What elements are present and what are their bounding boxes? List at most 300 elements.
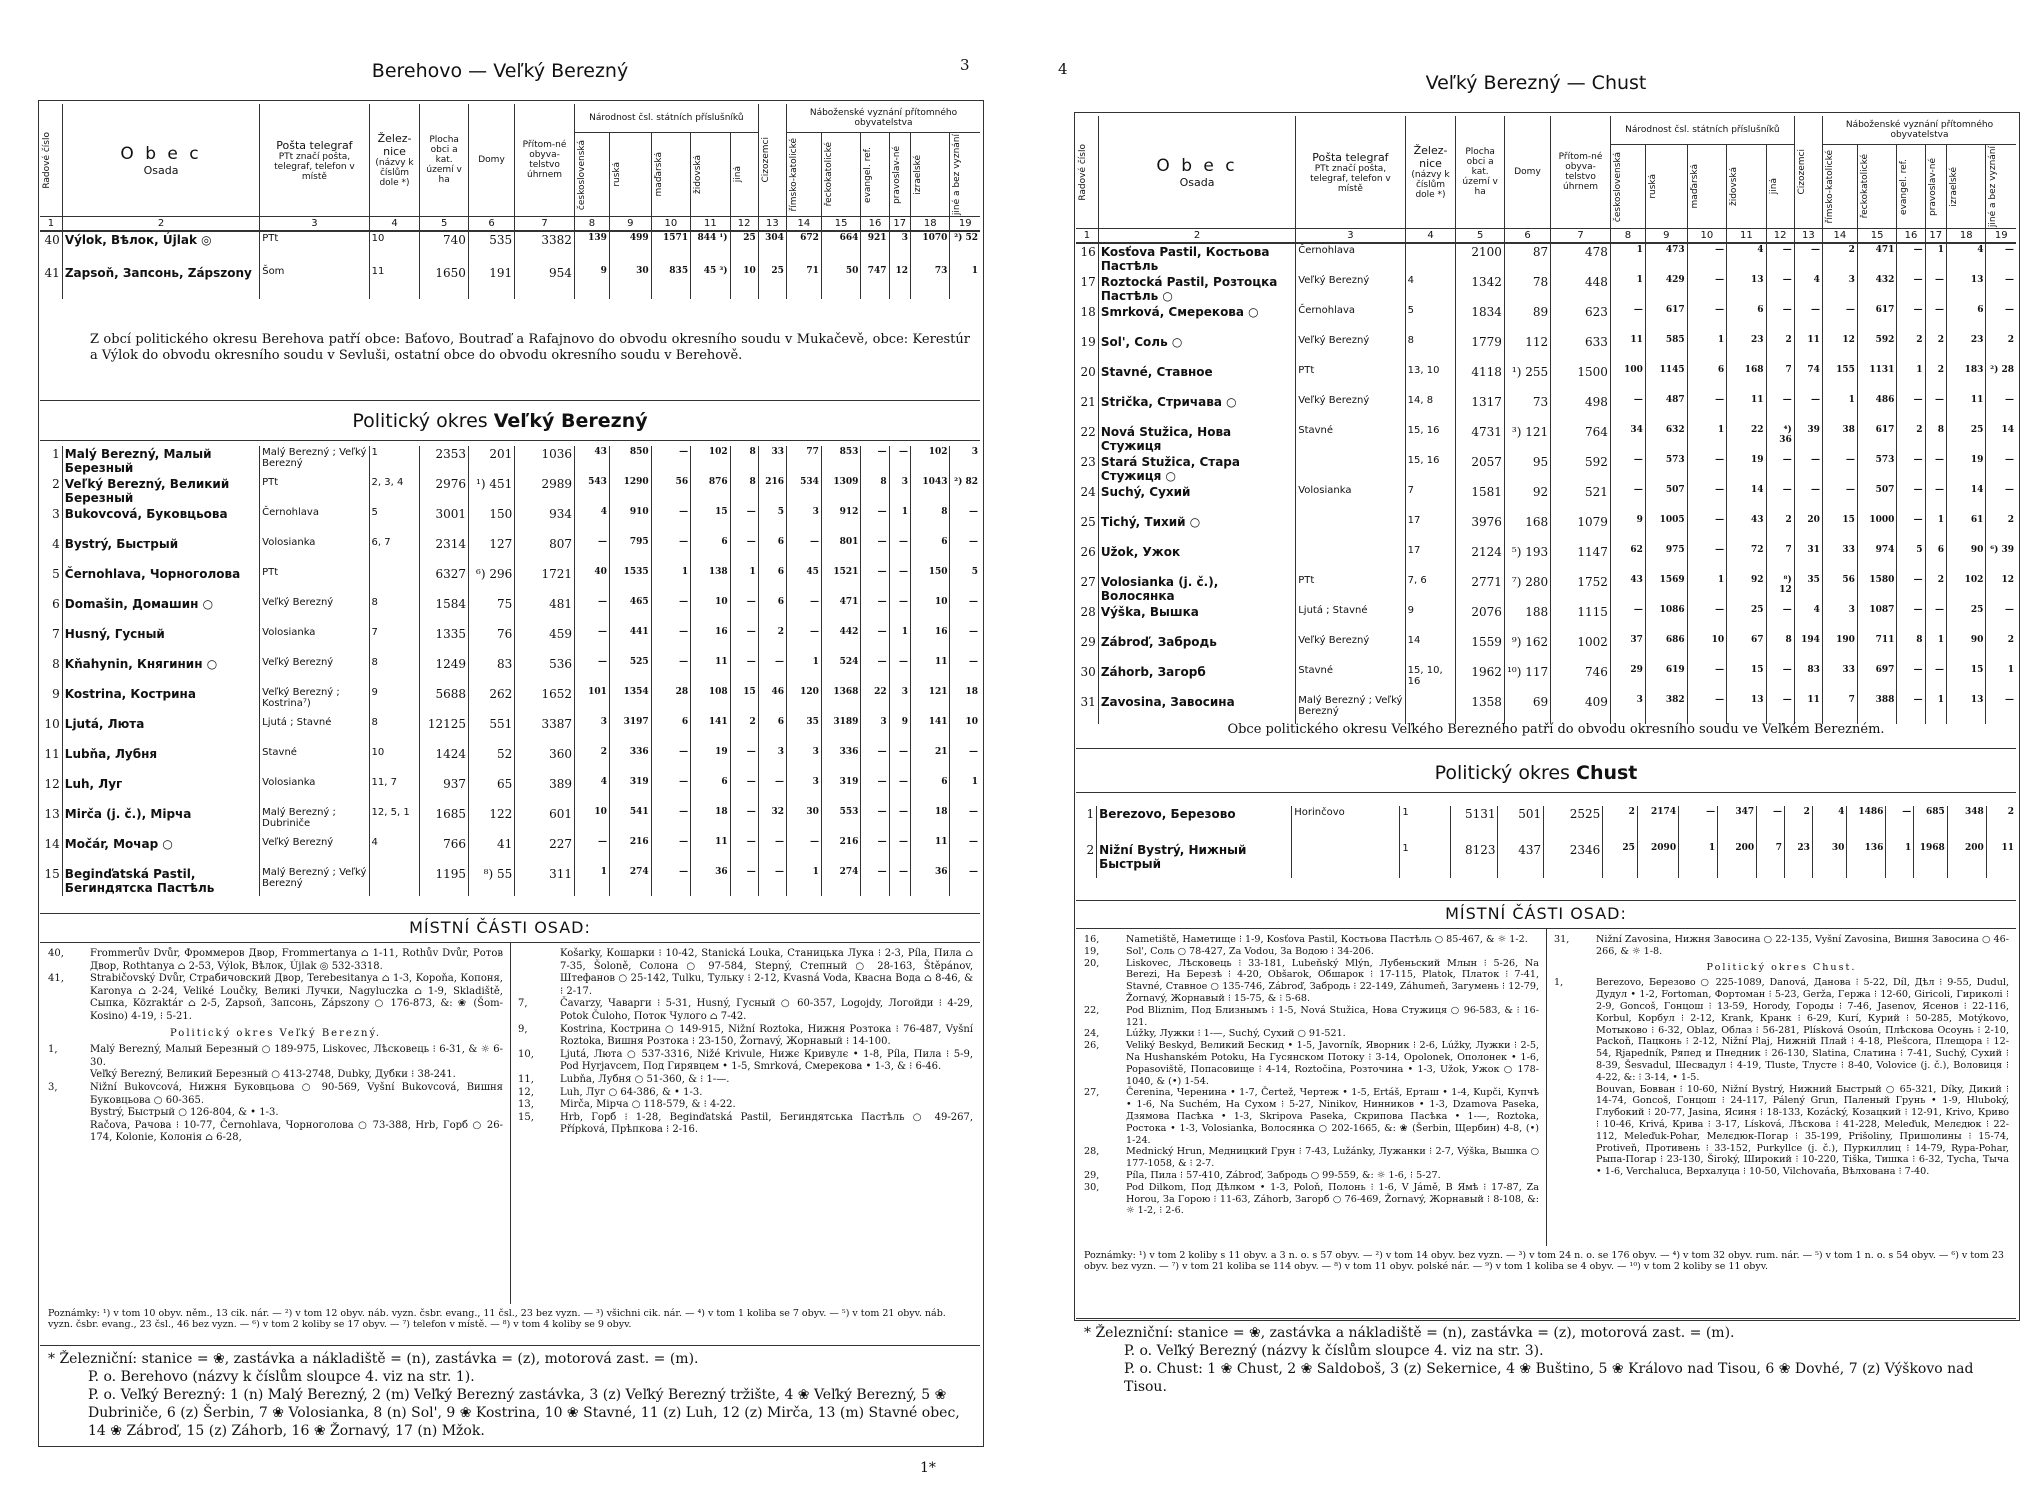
entry-number: 1, [48, 1044, 58, 1056]
stat-cell: — [730, 836, 758, 866]
stat-cell: 101 [575, 686, 610, 716]
stat-cell: 14 [1727, 484, 1766, 514]
stat-cell: — [1610, 394, 1645, 424]
houses: ⁶) 296 [469, 566, 515, 596]
stat-cell: 72 [1727, 544, 1766, 574]
stat-cell: 2 [1603, 806, 1638, 842]
stat-cell: 6 [691, 776, 730, 806]
population-total: 633 [1551, 334, 1611, 364]
row-number: 31 [1080, 695, 1096, 710]
railway-legend [48, 1350, 973, 1440]
stat-cell: 1 [1687, 334, 1726, 364]
row-number: 1 [52, 447, 60, 461]
stat-cell: 685 [1914, 806, 1948, 842]
stat-cell: — [1925, 604, 1946, 634]
stat-cell: — [1794, 304, 1822, 334]
stat-cell: 6 [1727, 304, 1766, 334]
railway-ref [1405, 694, 1456, 724]
entry-text: Kostrina, Кострина ○ 149-915, Nižní Roztoka, Нижня Розтока ⁝ 76-487, Vyšní Roztoka, Вишня Розтока ⁝ 23-150, Žornavý, Жорнавый ⁝ 14-100. [560, 1023, 973, 1048]
stat-cell: — [1897, 304, 1925, 334]
stat-cell: 139 [574, 231, 609, 265]
houses: ¹⁰) 117 [1504, 664, 1550, 694]
stat-cell: — [730, 656, 758, 686]
stat-cell: 74 [1794, 364, 1822, 394]
stat-cell: 12 [1986, 574, 2016, 604]
population-total: 389 [515, 776, 575, 806]
stat-cell: — [889, 866, 910, 896]
stat-cell: 121 [911, 686, 950, 716]
stat-cell: 43 [1727, 514, 1766, 544]
entry-text: Račova, Рачова ⁝ 10-77, Černohlava, Чорноголова ○ 73-388, Hrb, Горб ○ 26-174, Kolonie, Колонія ⌂ 6-28, [90, 1119, 503, 1144]
stat-cell: — [1687, 694, 1726, 724]
stat-cell: 1 [1925, 243, 1946, 274]
houses: ⁸) 55 [469, 866, 515, 896]
stat-cell: 6 [691, 536, 730, 566]
entry-text: Malý Berezný, Малый Березный ○ 189-975, Liskovec, Лѣсковець ⁝ 6-31, & ☼ 6-30. [90, 1044, 503, 1068]
list-item [1084, 1182, 1539, 1217]
district-court-note: Z obcí politického okresu Berehova patří obce: Baťovo, Boutraď a Rafajnovo do obvodu okresního soudu v Mukačevě, obce: Kerestúr a Výlok do obvodu okresního soudu v Sevluši, ostatní obce do obvodu okresního soudu v Berehově. [90, 332, 970, 363]
page-number: 4 [1058, 60, 1068, 78]
row-number: 5 [52, 567, 60, 581]
table-row [1076, 274, 2016, 304]
stat-cell: 2 [1784, 806, 1812, 842]
post-office: Malý Berezný ; Veľký Berezný [260, 866, 369, 896]
stat-cell: 2 [1986, 634, 2016, 664]
stat-cell: 7 [1766, 364, 1794, 394]
stat-cell: 3 [889, 686, 910, 716]
district-subheading: Politický okres Veľký Berezný. [169, 1027, 381, 1039]
district-table [40, 446, 980, 896]
stat-cell: 200 [1947, 842, 1986, 878]
post-office: Stavné [1296, 424, 1405, 454]
houses: 501 [1498, 806, 1544, 842]
table-row [1076, 364, 2016, 394]
stat-cell: 1 [1925, 634, 1946, 664]
houses: 65 [469, 776, 515, 806]
area-ha: 2124 [1456, 544, 1505, 574]
post-office: Volosianka [1296, 484, 1405, 514]
houses: 69 [1504, 694, 1550, 724]
stat-cell: — [861, 446, 889, 476]
signature-mark: 1* [920, 1460, 936, 1476]
railway-ref: 4 [1405, 274, 1456, 304]
stat-cell: 876 [691, 476, 730, 506]
entry-number: 7, [518, 998, 528, 1010]
entry-text: Bystrý, Быстрый ○ 126-804, & • 1-3. [90, 1107, 279, 1119]
stat-cell: 1521 [821, 566, 860, 596]
stat-cell: ²) 82 [950, 476, 980, 506]
post-office: Veľký Berezný [260, 596, 369, 626]
stat-cell: — [1897, 243, 1925, 274]
stat-cell: 11 [911, 836, 950, 866]
railway-legend [1084, 1324, 2009, 1396]
column-number: 6 [468, 217, 514, 232]
stat-cell: 1005 [1645, 514, 1687, 544]
stat-cell: 617 [1857, 304, 1896, 334]
area-ha: 1195 [420, 866, 469, 896]
stat-cell: — [1897, 604, 1925, 634]
stat-cell: 2 [730, 716, 758, 746]
table-row [40, 686, 980, 716]
post-office: Veľký Berezný [1296, 274, 1405, 304]
local-parts-title: MÍSTNÍ ČÁSTI OSAD: [1445, 904, 1627, 923]
column-number: 11 [1727, 229, 1766, 244]
stat-cell: 19 [1727, 454, 1766, 484]
stat-cell: 486 [1857, 394, 1896, 424]
row-number: 9 [52, 687, 60, 701]
column-number: 14 [786, 217, 821, 232]
stat-cell: 382 [1645, 694, 1687, 724]
divider [1076, 748, 2016, 749]
area-ha: 1650 [420, 265, 469, 299]
population-total: 448 [1551, 274, 1611, 304]
stat-cell: — [1925, 664, 1946, 694]
stat-cell: 23 [1727, 334, 1766, 364]
stat-cell: 1 [1687, 574, 1726, 604]
stat-cell: 3 [889, 476, 910, 506]
stat-cell: — [651, 446, 690, 476]
column-number: 4 [369, 217, 420, 232]
population-total: 1652 [515, 686, 575, 716]
stat-cell: — [1794, 454, 1822, 484]
entry-text: Liskovec, Лѣсковець ⁝ 33-181, Lubeňský Mlýn, Лубеньский Млын ⁝ 5-26, Na Berezi, На Березѣ ⁝ 4-20, Obšarok, Обшарок ⁝ 17-115, Platok, Платок ⁝ 7-41, Stavné, Ставное ○ 135-746, Zábroď, Забродь ⁝ 22-149, Záhumeň, Загумень ⁝ 12-79, Žornavý, Жорнавый ⁝ 15-75, & ⁝ 5-68. [1126, 957, 1539, 1004]
population-total: 954 [515, 265, 575, 299]
stat-cell: 471 [821, 596, 860, 626]
post-office: Šom [260, 265, 369, 299]
area-ha: 12125 [420, 716, 469, 746]
stat-cell: 7 [1822, 694, 1857, 724]
column-number: 12 [1766, 229, 1794, 244]
list-item [48, 1120, 503, 1145]
municipality-name: Kňahynin, Княгинин ○ [62, 656, 259, 686]
stat-cell: 4 [575, 776, 610, 806]
stat-cell: 1580 [1857, 574, 1896, 604]
population-total: 459 [515, 626, 575, 656]
row-number: 19 [1080, 335, 1096, 350]
population-total: 1115 [1551, 604, 1611, 634]
post-office: Černohlava [1296, 243, 1405, 274]
stat-cell: 13 [1727, 274, 1766, 304]
stat-cell: 1354 [609, 686, 651, 716]
houses: 262 [469, 686, 515, 716]
houses: 201 [469, 446, 515, 476]
stat-cell: 274 [609, 866, 651, 896]
stat-cell: — [1897, 694, 1925, 724]
table-row [1076, 842, 2016, 878]
stat-cell: 1 [1986, 664, 2016, 694]
railway-ref: 8 [369, 656, 420, 686]
post-office: Veľký Berezný [1296, 394, 1405, 424]
entry-text: Berezovo, Березово ○ 225-1089, Danová, Данова ⁝ 5-22, Díl, Дѣл ⁝ 9-55, Dudul, Дудул • 1-2, Fortoman, Фортоман ⁝ 5-23, Gerža, Гержа ⁝ 12-60, Giricoli, Гириколі ⁝ 2-9, Goncoš, Гонцош ⁝ 13-59, Horody, Городы ⁝ 7-46, Jasenov, Ясенов ⁝ 22-116, Korbul, Корбул ⁝ 2-12, Krank, Кранк ⁝ 6-29, Kurí, Курий ⁝ 50-285, Motýkovo, Мотыково ⁝ 6-32, Oblaz, Облаз ⁝ 56-281, Plísková Osoún, Плѣскова Осоунь ⁝ 2-10, Packoň, Пацконь ⁝ 2-12, Nižní Plaj, Нижній Плай ⁝ 4-18, Plešcora, Плещора ⁝ 12-54, Rjapedník, Ряпед и Пнедник ⁝ 26-130, Slatina, Слатина ⁝ 7-41, Suchý, Сухий ⁝ 8-39, Šesvadul, Шесвадул ⁝ 4-19, Tluste, Тлусте ⁝ 8-40, Volovice (j. č.), Воловиця ⁝ 4-22, &: ⁝ 3-14, • 1-5. [1596, 977, 2009, 1083]
stat-cell: 20 [1794, 514, 1822, 544]
stat-cell: 8 [1897, 634, 1925, 664]
table-row [40, 746, 980, 776]
stat-cell: 835 [651, 265, 690, 299]
stat-cell: — [1794, 243, 1822, 274]
railway-ref [369, 866, 420, 896]
entry-number: 13, [518, 1099, 534, 1111]
railway-ref: 7 [369, 626, 420, 656]
entry-text: Veliký Beskyd, Великий Бескид • 1-5, Javorník, Яворник ⁝ 2-6, Lúžky, Лужки ⁝ 2-5, Na Hushanském Potoku, На Гусянском Потоку ⁝ 3-14, Opolonek, Ополонек • 1-6, Popasoviště, Попасовище ⁝ 4-14, Roztočina, Розточина • 1-3, Užok, Ужок ○ 178-1040, & (•) 1-54. [1126, 1040, 1539, 1087]
list-item [518, 1087, 973, 1100]
stat-cell: 18 [691, 806, 730, 836]
table-row [1076, 544, 2016, 574]
left-page [0, 0, 1000, 1500]
stat-cell: — [1766, 304, 1794, 334]
stat-cell: 10 [911, 596, 950, 626]
stat-cell: 19 [1946, 454, 1985, 484]
stat-cell: 6 [758, 596, 786, 626]
column-number: 13 [758, 217, 786, 232]
post-office [1296, 544, 1405, 574]
list-item [48, 1069, 503, 1082]
railway-ref: 15, 16 [1405, 454, 1456, 484]
stat-cell: 11 [1727, 394, 1766, 424]
stat-cell: 11 [1946, 394, 1985, 424]
stat-cell: 8 [1925, 424, 1946, 454]
entry-number: 41, [48, 973, 64, 985]
railway-ref: 11 [369, 265, 420, 299]
stat-cell: 1 [1897, 364, 1925, 394]
stat-cell: — [889, 806, 910, 836]
stat-cell: — [651, 626, 690, 656]
houses: 551 [469, 716, 515, 746]
entry-number [48, 1107, 90, 1120]
column-number: 1 [1076, 229, 1098, 244]
column-number: 15 [821, 217, 860, 232]
stat-cell: 1569 [1645, 574, 1687, 604]
stat-cell: 921 [861, 231, 889, 265]
stat-cell: 1 [1679, 842, 1718, 878]
stat-cell: 39 [1794, 424, 1822, 454]
municipality-name: Suchý, Сухий [1098, 484, 1295, 514]
stat-cell: 141 [911, 716, 950, 746]
stat-cell: — [950, 806, 980, 836]
row-number: 16 [1080, 245, 1096, 260]
stat-cell: — [1822, 304, 1857, 334]
stat-cell: 102 [911, 446, 950, 476]
row-number: 40 [44, 233, 60, 248]
entry-number: 24, [1084, 1028, 1100, 1040]
stat-cell: 25 [758, 265, 786, 299]
stat-cell: 11 [691, 836, 730, 866]
stat-cell: 2 [1986, 514, 2016, 544]
table-row [1076, 806, 2016, 842]
entry-number: 28, [1084, 1146, 1100, 1158]
stat-cell: — [575, 836, 610, 866]
stat-cell: — [1687, 484, 1726, 514]
entry-text: Mednický Hrun, Медницкий Грун ⁝ 7-43, Lužánky, Лужанки ⁝ 2-7, Výška, Вышка ○ 177-1058, & ⁝ 2-7. [1126, 1146, 1539, 1170]
stat-cell: 10 [950, 716, 980, 746]
stat-cell: 11 [1794, 334, 1822, 364]
stat-cell: 22 [861, 686, 889, 716]
stat-cell: — [950, 836, 980, 866]
stat-cell: 61 [1946, 514, 1985, 544]
stat-cell: 216 [821, 836, 860, 866]
entry-number: 31, [1554, 934, 1570, 945]
column-number: 10 [651, 217, 690, 232]
municipality-table: Radové číslo O b e c Osada Pošta telegraf PTt značí pošta, telegraf, telefon v místě Želez-nice (názvy k číslům dole *) Plocha obci a kat. území v ha Domy Přítom-né obyva-telstvo úhrnem Národnost čsl. státních příslušníků Cizozemci Náboženské vyznání přítomného obyvatelstva československá ruská maďarská židovská jiná římsko-katolické řeckokatolické evangel. ref. pravoslav-né izraelské jiné a bez vyznání 1 2 3 4 5 6 7 8 9 10 11 12 13 14 15 16 17 18 19 40 Výlok, Вѣлок, Újlak ◎ PTt 10 740 535 3382 139 499 1571 844 ¹) 25 304 672 664 921 3 1070 ²) 52 41 Zapsoň, Запсонь, Zápszony Šom 11 1650 191 954 9 30 835 45 ³) 10 25 71 50 747 12 73 1 [40, 104, 980, 299]
stat-cell: ⁶) 39 [1986, 544, 2016, 574]
stat-cell: 2 [1766, 514, 1794, 544]
table-row [40, 776, 980, 806]
stat-cell: — [575, 596, 610, 626]
stat-cell: 25 [730, 231, 758, 265]
list-item [1084, 1146, 1539, 1170]
houses: 127 [469, 536, 515, 566]
stat-cell: — [1986, 243, 2016, 274]
stat-cell: 19 [691, 746, 730, 776]
stat-cell: 71 [786, 265, 821, 299]
post-office: Volosianka [260, 776, 369, 806]
stat-cell: 4 [1794, 604, 1822, 634]
municipality-name: Kostrina, Кострина [62, 686, 259, 716]
list-item [1084, 1028, 1539, 1040]
column-number: 5 [1456, 229, 1505, 244]
table-row [40, 716, 980, 746]
stat-cell: — [1766, 394, 1794, 424]
entry-number: 10, [518, 1048, 534, 1060]
stat-cell: — [861, 626, 889, 656]
stat-cell: 4 [1812, 806, 1847, 842]
stat-cell: — [950, 536, 980, 566]
page-title: Veľký Berezný — Chust [1425, 72, 1647, 94]
column-number: 16 [1897, 229, 1925, 244]
municipality-name: Volosianka (j. č.), Волосянка [1098, 574, 1295, 604]
stat-cell: ⁴) 36 [1766, 424, 1794, 454]
stat-cell: — [1925, 454, 1946, 484]
stat-cell: — [1986, 454, 2016, 484]
stat-cell: 801 [821, 536, 860, 566]
houses: ³) 121 [1504, 424, 1550, 454]
list-item [1084, 934, 1539, 946]
divider [1076, 792, 2016, 793]
table-row [1076, 514, 2016, 544]
stat-cell: 62 [1610, 544, 1645, 574]
municipality-name: Užok, Ужок [1098, 544, 1295, 574]
post-office: PTt [260, 231, 369, 265]
stat-cell: 6 [1925, 544, 1946, 574]
population-total: 592 [1551, 454, 1611, 484]
post-office: Volosianka [260, 536, 369, 566]
stat-cell: 150 [911, 566, 950, 596]
stat-cell: 56 [651, 476, 690, 506]
stat-cell: — [861, 536, 889, 566]
column-number: 17 [1925, 229, 1946, 244]
stat-cell: 1 [889, 626, 910, 656]
railway-ref: 7 [1405, 484, 1456, 514]
stat-cell: 37 [1610, 634, 1645, 664]
stat-cell: — [889, 596, 910, 626]
stat-cell: — [758, 866, 786, 896]
post-office: Veľký Berezný [1296, 334, 1405, 364]
stat-cell: — [1766, 694, 1794, 724]
stat-cell: 619 [1645, 664, 1687, 694]
post-office: Veľký Berezný ; Kostrina⁷) [260, 686, 369, 716]
stat-cell: 2 [1986, 334, 2016, 364]
stat-cell: 15 [1822, 514, 1857, 544]
post-office [1292, 842, 1400, 878]
stat-cell: 10 [691, 596, 730, 626]
stat-cell: 1000 [1857, 514, 1896, 544]
stat-cell: 850 [609, 446, 651, 476]
stat-cell: — [889, 746, 910, 776]
stat-cell: 28 [651, 686, 690, 716]
stat-cell: 83 [1794, 664, 1822, 694]
houses: ⁹) 162 [1504, 634, 1550, 664]
stat-cell: 336 [609, 746, 651, 776]
stat-cell: 25 [1946, 604, 1985, 634]
railway-ref: 1 [1400, 806, 1450, 842]
stat-cell: 9 [574, 265, 609, 299]
entry-text: Mirča, Мірча ○ 118-579, & ⁝ 4-22. [560, 1099, 736, 1111]
stat-cell: — [861, 656, 889, 686]
stat-cell: — [1687, 454, 1726, 484]
column-number: 3 [260, 217, 369, 232]
stat-cell: 67 [1727, 634, 1766, 664]
stat-cell: — [730, 776, 758, 806]
table-row [40, 806, 980, 836]
list-item [518, 948, 973, 998]
column-number: 19 [1986, 229, 2016, 244]
railway-ref [1405, 243, 1456, 274]
table-row [1076, 394, 2016, 424]
stat-cell: 6 [911, 536, 950, 566]
table-row [1076, 694, 2016, 724]
stat-cell: 34 [1610, 424, 1645, 454]
stat-cell: — [758, 776, 786, 806]
stat-cell: — [1687, 604, 1726, 634]
local-parts-right [518, 948, 973, 1137]
population-total: 409 [1551, 694, 1611, 724]
stat-cell: 2 [1925, 334, 1946, 364]
row-number: 1 [1086, 807, 1095, 821]
column-divider [510, 942, 511, 1304]
local-parts-left [48, 948, 503, 1145]
column-number: 16 [861, 217, 889, 232]
stat-cell: — [758, 656, 786, 686]
stat-cell: — [730, 626, 758, 656]
stat-cell: 38 [1822, 424, 1857, 454]
stat-cell: 319 [609, 776, 651, 806]
list-item [518, 1074, 973, 1087]
stat-cell: 11 [1986, 842, 2016, 878]
list-item [1084, 1005, 1539, 1029]
municipality-name: Roztocká Pastil, Розтоцка Пастѣль ○ [1098, 274, 1295, 304]
post-office: Ljutá ; Stavné [260, 716, 369, 746]
population-total: 1147 [1551, 544, 1611, 574]
area-ha: 1358 [1456, 694, 1505, 724]
entry-text: Frommerův Dvůr, Фроммеров Двор, Frommertanya ⌂ 1-11, Rothův Dvůr, Ротов Двор, Rothtanya ⌂ 2-53, Výlok, Вѣлок, Újlak ◎ 532-3318. [90, 948, 503, 972]
stat-cell: 23 [1946, 334, 1985, 364]
stat-cell: — [1610, 454, 1645, 484]
stat-cell: 6 [651, 716, 690, 746]
population-total: 478 [1551, 243, 1611, 274]
railway-ref: 14, 8 [1405, 394, 1456, 424]
stat-cell: 13 [1946, 694, 1985, 724]
stat-cell: 1 [1925, 694, 1946, 724]
stat-cell: 33 [758, 446, 786, 476]
table-row [1076, 243, 2016, 274]
area-ha: 8123 [1450, 842, 1498, 878]
stat-cell: 136 [1847, 842, 1886, 878]
row-number: 28 [1080, 605, 1096, 620]
stat-cell: 102 [1946, 574, 1985, 604]
stat-cell: 141 [691, 716, 730, 746]
right-page [1036, 0, 2036, 1500]
railway-key: * Železniční: stanice = ❀, zastávka a nákladiště = (n), zastávka = (z), motorová zast. = (m). [48, 1351, 699, 1367]
row-number: 2 [1086, 843, 1095, 857]
